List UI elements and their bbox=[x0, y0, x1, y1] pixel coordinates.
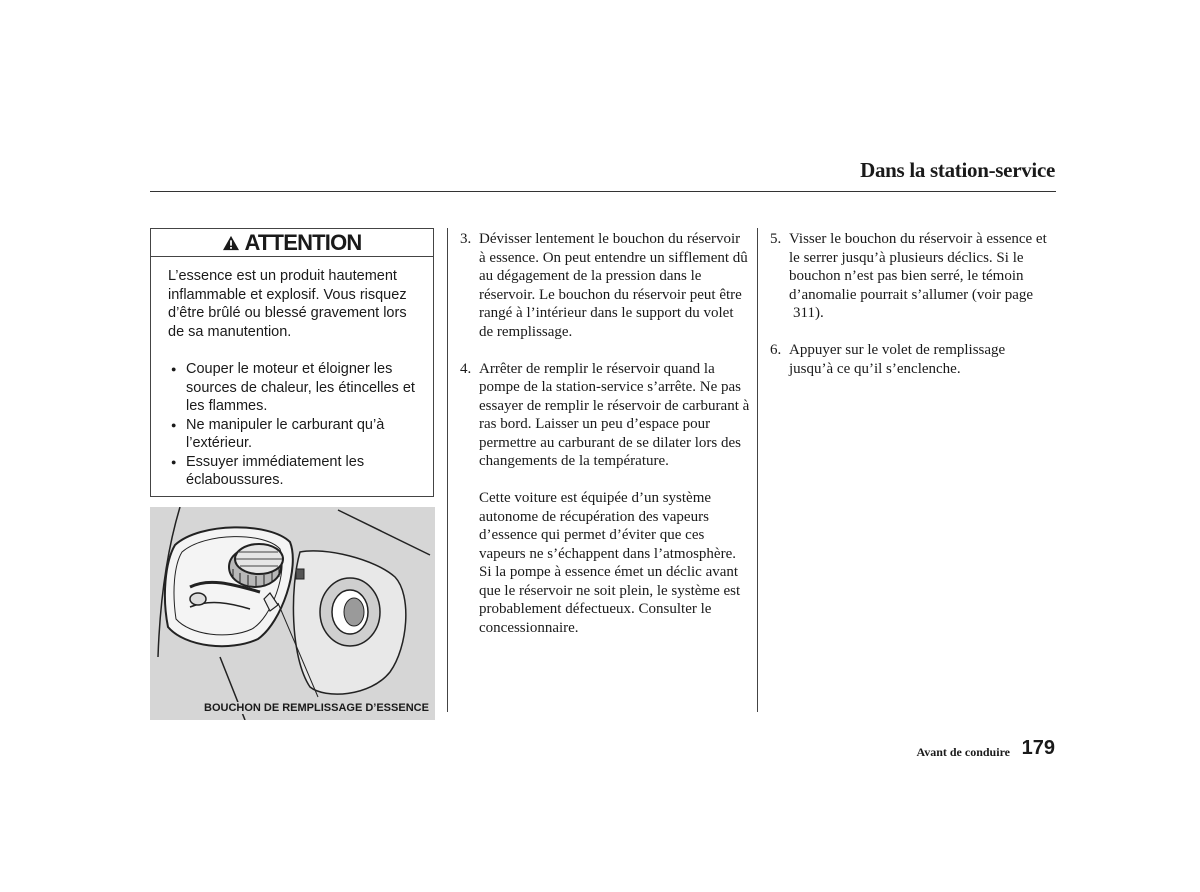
fuel-cap-illustration bbox=[150, 507, 435, 720]
step-number: 6. bbox=[770, 342, 782, 358]
figure-caption: BOUCHON DE REMPLISSAGE D’ESSENCE bbox=[204, 702, 429, 714]
warning-list bbox=[171, 360, 421, 490]
note-paragraph: Cette voiture est équipée d’un système autonome de récupération des vapeurs d’essence qui permet d’éviter que ces vapeurs ne s’échappent dans l’atmosphère. Si la pompe à essence émet un déclic avant que le réservoir ne soit plein, le système est probablement défectueux. Consulter le concessionnaire. bbox=[479, 490, 741, 636]
warning-title: ATTENTION bbox=[244, 229, 362, 255]
page-title: Dans la station-service bbox=[860, 158, 1055, 182]
step-item bbox=[460, 360, 750, 471]
fuel-filler-drawing bbox=[150, 507, 435, 720]
right-column bbox=[770, 230, 1048, 378]
warning-bullet: ● Couper le moteur et éloigner les sources de chaleur, les étincelles et les flammes. bbox=[171, 360, 421, 416]
step-number: 3. bbox=[460, 231, 472, 247]
column-divider bbox=[757, 228, 758, 712]
warning-box bbox=[150, 228, 434, 497]
step-text: Appuyer sur le volet de remplissage jusqu’à ce qu’il s’enclenche. bbox=[789, 342, 1006, 377]
step-item bbox=[460, 230, 750, 341]
step-number: 5. bbox=[770, 231, 782, 247]
middle-column bbox=[460, 230, 750, 637]
warning-header bbox=[151, 229, 433, 257]
warning-bullet: ● Essuyer immédiatement les éclaboussures. bbox=[171, 453, 421, 490]
page-reference-suffix: ). bbox=[814, 305, 824, 321]
step-number: 4. bbox=[460, 360, 472, 377]
warning-text: L’essence est un produit hautement inflammable et explosif. Vous risquez d’être brûlé ou blessé gravement lors de sa manutention. bbox=[168, 268, 407, 340]
column-divider bbox=[447, 228, 448, 712]
page-number: 179 bbox=[1021, 737, 1055, 759]
warning-bullet: ● Ne manipuler le carburant qu’à l’extérieur. bbox=[171, 416, 421, 453]
title-divider bbox=[150, 191, 1056, 192]
step-item bbox=[770, 230, 1048, 323]
step-text: Dévisser lentement le bouchon du réservoir à essence. On peut entendre un sifflement dû au dégagement de la pression dans le réservoir. Le bouchon du réservoir peut être rangé à l’intérieur dans le support du volet de remplissage. bbox=[479, 231, 748, 340]
page-reference: 311 bbox=[793, 305, 815, 321]
step-text: Visser le bouchon du réservoir à essence et le serrer jusqu’à plusieurs déclics. Si le bouchon n’est pas bien serré, le témoin d’anomalie pourrait s’allumer (voir page bbox=[789, 231, 1047, 303]
step-text: Arrêter de remplir le réservoir quand la pompe de la station-service s’arrête. Ne pas essayer de remplir le réservoir de carburant à ras bord. Laisser un peu d’espace pour permettre au carburant de se dilater lors des changements de la température. bbox=[479, 360, 750, 469]
warning-triangle-icon bbox=[222, 235, 240, 251]
footer-section-title: Avant de conduire bbox=[916, 745, 1010, 759]
step-item bbox=[770, 341, 1048, 378]
